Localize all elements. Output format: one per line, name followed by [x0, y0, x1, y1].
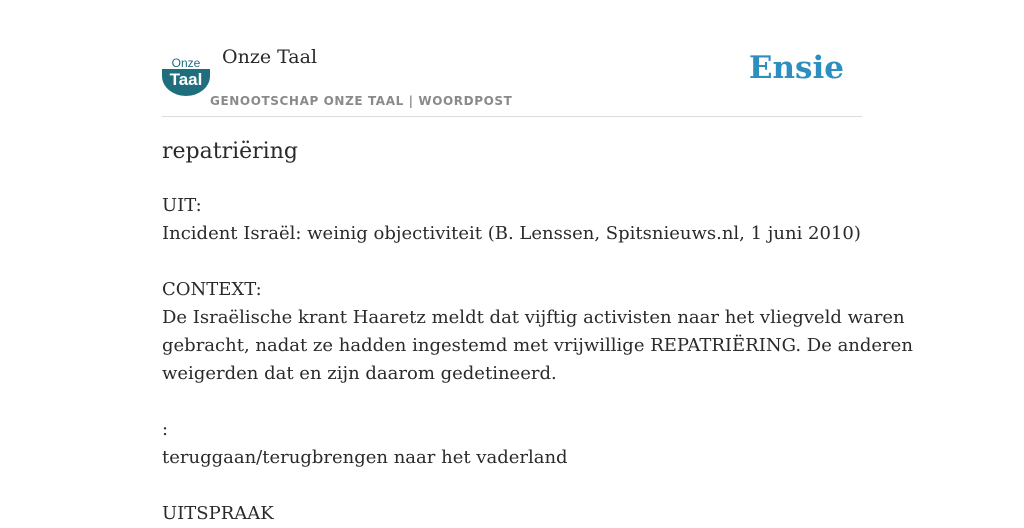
body-line: De Israëlische krant Haaretz meldt dat vijftig activisten naar het vliegveld waren: [162, 307, 905, 328]
body-line: [162, 472, 882, 500]
onze-taal-logo[interactable]: [162, 54, 210, 96]
body-line: [162, 248, 882, 276]
body-line: CONTEXT:: [162, 279, 262, 300]
body-line: Incident Israël: weinig objectiviteit (B. Lenssen, Spitsnieuws.nl, 1 juni 2010): [162, 223, 861, 244]
entry-body: [162, 192, 913, 528]
org-name[interactable]: Onze Taal: [222, 46, 318, 68]
body-line: gebracht, nadat ze hadden ingestemd met vrijwillige REPATRIËRING. De anderen: [162, 335, 913, 356]
logo-bottom-text: Taal: [169, 70, 203, 89]
body-line: UITSPRAAK: [162, 503, 274, 524]
logo-top-text: Onze: [171, 56, 201, 70]
body-line: :: [162, 419, 169, 440]
entry-title: repatriëring: [162, 139, 298, 164]
org-subtitle[interactable]: GENOOTSCHAP ONZE TAAL | WOORDPOST: [210, 94, 513, 108]
site-header: [162, 40, 862, 117]
body-line: [162, 388, 882, 416]
ensie-brand-logo[interactable]: Ensie: [748, 50, 844, 86]
body-line: weigerden dat en zijn daarom gedetineerd.: [162, 363, 557, 384]
body-line: UIT:: [162, 195, 202, 216]
body-line: teruggaan/terugbrengen naar het vaderland: [162, 447, 568, 468]
